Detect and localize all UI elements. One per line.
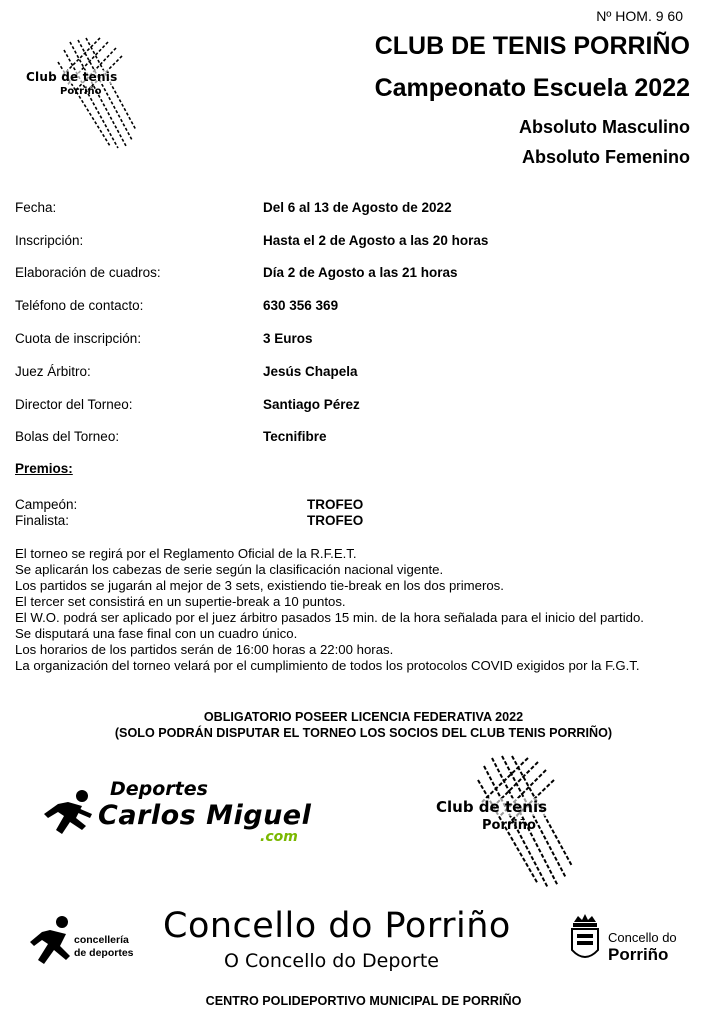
- info-row: [15, 265, 615, 283]
- concelleria-line1: concellería: [74, 934, 129, 946]
- rule-line: Se disputará una fase final con un cuadro único.: [15, 626, 298, 641]
- category-femenino: Absoluto Femenino: [522, 147, 690, 167]
- concelleria-logo: [28, 912, 158, 972]
- page-subtitle: Campeonato Escuela 2022: [374, 74, 690, 102]
- prize-label: Finalista:: [15, 513, 70, 528]
- info-row: [15, 298, 615, 316]
- info-value: Hasta el 2 de Agosto a las 20 horas: [263, 233, 489, 248]
- info-value: 3 Euros: [263, 331, 313, 346]
- info-row: [15, 233, 615, 251]
- info-row: [15, 397, 615, 415]
- club-logo-line1: Club de tenis: [436, 798, 548, 816]
- members-notice: (SOLO PODRÁN DISPUTAR EL TORNEO LOS SOCIOS DEL CLUB TENIS PORRIÑO): [114, 726, 613, 740]
- info-label: Bolas del Torneo:: [15, 429, 120, 444]
- rule-line: El torneo se regirá por el Reglamento Oficial de la R.F.E.T.: [15, 546, 357, 561]
- prize-row: [15, 513, 615, 529]
- club-logo-line2: Porriño: [60, 86, 102, 97]
- rule-line: El W.O. podrá ser aplicado por el juez árbitro pasados 15 min. de la hora señalada para el inicio del partido.: [15, 610, 644, 625]
- info-value: Tecnifibre: [263, 429, 327, 444]
- club-logo-line1: Club de tenis: [26, 70, 118, 84]
- info-label: Teléfono de contacto:: [15, 298, 144, 313]
- info-value: Santiago Pérez: [263, 397, 360, 412]
- info-row: [15, 331, 615, 349]
- info-value: Jesús Chapela: [263, 364, 358, 379]
- info-value: Día 2 de Agosto a las 21 horas: [263, 265, 458, 280]
- premios-heading: Premios:: [15, 461, 73, 476]
- crest-line2: Porriño: [608, 945, 669, 964]
- category-masculino: Absoluto Masculino: [519, 117, 690, 137]
- rule-line: El tercer set consistirá en un supertie-break a 10 puntos.: [15, 594, 346, 609]
- club-logo-top: [22, 34, 172, 154]
- info-value: Del 6 al 13 de Agosto de 2022: [263, 200, 452, 215]
- footer-venue: CENTRO POLIDEPORTIVO MUNICIPAL DE PORRIÑO: [205, 994, 522, 1008]
- concello-crest-logo: [568, 912, 698, 972]
- rule-line: Los horarios de los partidos serán de 16:00 horas a 22:00 horas.: [15, 642, 394, 657]
- crest-line1: Concello do: [608, 930, 677, 945]
- rule-line: Se aplicarán los cabezas de serie según la clasificación nacional vigente.: [15, 562, 444, 577]
- concelleria-line2: de deportes: [74, 947, 134, 959]
- prize-value: TROFEO: [307, 497, 364, 512]
- club-logo-bottom: [430, 752, 620, 892]
- info-label: Elaboración de cuadros:: [15, 265, 161, 280]
- prize-value: TROFEO: [307, 513, 364, 528]
- rule-line: Los partidos se jugarán al mejor de 3 sets, existiendo tie-break en los dos primeros.: [15, 578, 504, 593]
- concello-main-title: Concello do Porriño: [163, 906, 511, 946]
- info-label: Director del Torneo:: [15, 397, 133, 412]
- prize-label: Campeón:: [15, 497, 78, 512]
- rules-list: [15, 546, 715, 674]
- runner-icon: [38, 788, 100, 840]
- athlete-icon: [28, 914, 78, 970]
- license-notice: OBLIGATORIO POSEER LICENCIA FEDERATIVA 2022: [203, 710, 524, 724]
- concello-main-slogan: O Concello do Deporte: [224, 950, 439, 972]
- sponsor-domain-text: .com: [260, 829, 298, 845]
- info-value: 630 356 369: [263, 298, 339, 313]
- info-label: Juez Árbitro:: [15, 364, 91, 379]
- homologation-number: Nº HOM. 9 60: [596, 8, 683, 24]
- crest-icon: [568, 912, 602, 966]
- info-row: [15, 200, 615, 218]
- club-logo-line2: Porriño: [482, 818, 536, 833]
- page-title: CLUB DE TENIS PORRIÑO: [374, 32, 690, 60]
- info-label: Fecha:: [15, 200, 57, 215]
- rule-line: La organización del torneo velará por el cumplimiento de todos los protocolos COVID exigidos por la F.G.T.: [15, 658, 640, 673]
- sponsor-top-text: Deportes: [110, 778, 208, 800]
- info-row: [15, 364, 615, 382]
- prize-row: [15, 497, 615, 513]
- sponsor-logo-carlos-miguel: [38, 778, 328, 850]
- info-label: Inscripción:: [15, 233, 84, 248]
- info-label: Cuota de inscripción:: [15, 331, 142, 346]
- info-row: [15, 429, 615, 447]
- sponsor-main-text: Carlos Miguel: [98, 800, 312, 831]
